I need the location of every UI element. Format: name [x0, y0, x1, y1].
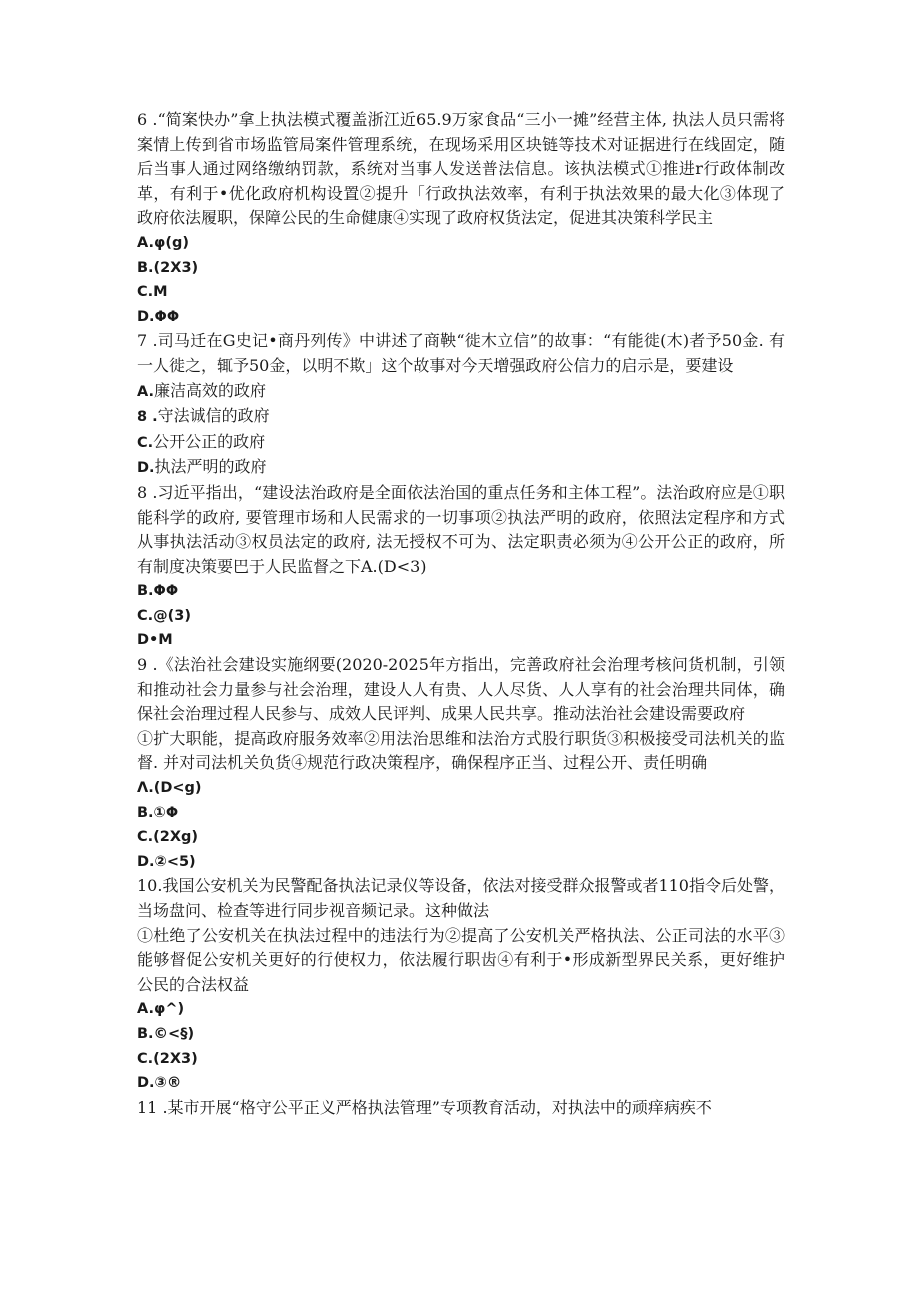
question-8-option-c: C.@(3) — [137, 607, 191, 624]
question-7-option-b — [137, 404, 785, 430]
question-6-option-d: D.ΦΦ — [137, 308, 180, 325]
question-9-statements: ①扩大职能，提高政府服务效率②用法治思维和法治方式股行职货③积极接受司法机关的监督. 并对司法机关负货④规范行政决策程序，确保程序正当、过程公开、责任明确 — [137, 728, 785, 773]
question-6-stem: 6 .“简案快办”拿上执法模式覆盖浙江近65.9万家食品“三小一摊”经营主体, 执法人员只需将案情上传到省市场监管局案件管理系统，在现场采用区块链等技术对证据进行在线固定，随后当事人通过网络缴纳罚款，系统对当事人发送普法信息。该执法模式①推进r行政体制改革，有利于•优化政府机构设置②提升「行政执法效率，有利于执法效果的最大化③体现了政府依法履职，保障公民的生命健康④实现了政府权货法定，促进其决策科学民主 — [137, 110, 785, 228]
option-text: 执法严明的政府 — [154, 457, 267, 477]
document-page — [137, 108, 785, 1120]
option-label: A. — [137, 383, 154, 400]
question-9-option-b: B.①Φ — [137, 804, 179, 821]
question-10-option-b: B.©<§) — [137, 1025, 195, 1042]
option-text: 守法诚信的政府 — [157, 406, 270, 426]
question-9-option-c: C.(2Xg) — [137, 829, 199, 846]
question-7-option-a — [137, 379, 785, 405]
option-label: D. — [137, 460, 155, 477]
question-9-option-d: D.②<5) — [137, 853, 196, 870]
question-7-stem: 7 .司马迁在G史记•商丹列传》中讲述了商鞅“徙木立信”的故事：“有能徙(木)者予50金. 有一人徙之，辄予50金，以明不欺」这个故事对今天增强政府公信力的启示是，要建设 — [137, 331, 785, 375]
question-8-option-b: B.ΦΦ — [137, 583, 179, 600]
option-label: 8 . — [137, 409, 158, 426]
question-11-stem: 11 .某市开展“格守公平正义严格执法管理”专项教育活动，对执法中的顽痒病疾不 — [137, 1097, 712, 1117]
option-label: C. — [137, 434, 154, 451]
option-text: 公开公正的政府 — [153, 431, 266, 451]
question-8-option-d: D•M — [137, 632, 173, 649]
question-10-statements: ①杜绝了公安机关在执法过程中的违法行为②提高了公安机关严格执法、公正司法的水平③能够督促公安机关更好的行使权力，依法履行职齿④有利于•形成新型界民关系，更好维护公民的合法权益 — [137, 925, 785, 994]
question-9-option-a: Λ.(D<g) — [137, 780, 202, 797]
question-10-option-a: A.φ^) — [137, 1001, 185, 1018]
question-7-option-c — [137, 430, 785, 456]
question-10-stem: 10.我国公安机关为民警配备执法记录仪等设备，依法对接受群众报警或者110指令后处警，当场盘问、检查等进行同步视音频记录。这种做法 — [137, 876, 785, 920]
question-9-stem: 9 .《法治社会建设实施纲要(2020-2025年方指出，完善政府社会治理考核问货机制，引领和推动社会力量参与社会治理，建设人人有贵、人人尽货、人人享有的社会治理共同体，确保社会治理过程人民参与、成效人民评判、成果人民共享。推动法治社会建设需要政府 — [137, 655, 785, 724]
question-10-option-d: D.③® — [137, 1075, 182, 1092]
question-10-option-c: C.(2X3) — [137, 1050, 198, 1067]
question-6-option-b: B.(2X3) — [137, 259, 199, 276]
option-text: 廉洁高效的政府 — [154, 380, 267, 400]
question-8-stem: 8 .习近平指出，“建设法治政府是全面依法治国的重点任务和主体工程”。法治政府应是①职能科学的政府, 要管理市场和人民需求的一切事项②执法严明的政府，依照法定程序和方式从事执法活动③权员法定的政府, 法无授权不可为、法定职责必须为④公开公正的政府，所有制度决策要巴于人民监督之下A.(D<3) — [137, 482, 785, 576]
question-6-option-c: C.M — [137, 284, 168, 301]
question-6-option-a: A.φ(g) — [137, 234, 189, 251]
question-7-option-d — [137, 455, 785, 481]
